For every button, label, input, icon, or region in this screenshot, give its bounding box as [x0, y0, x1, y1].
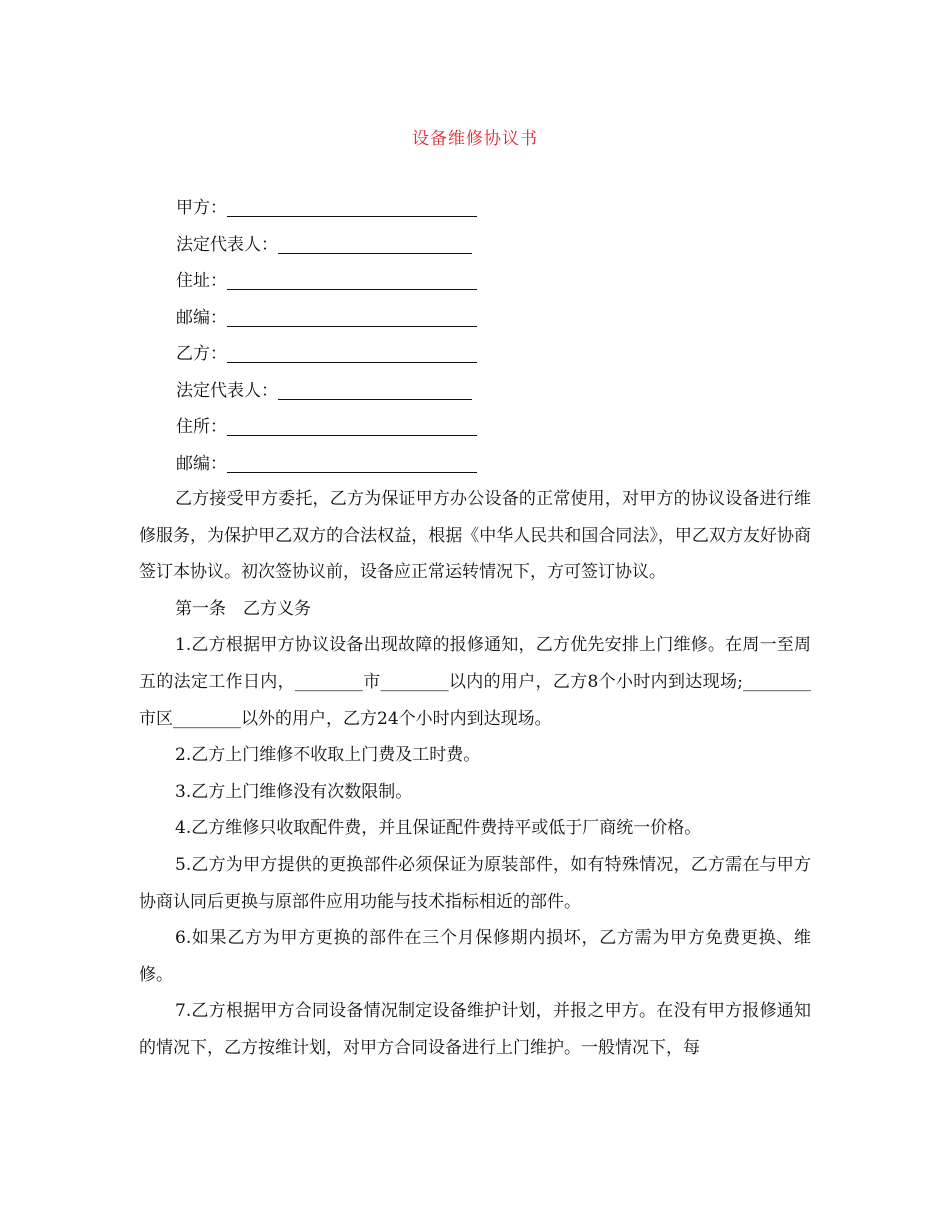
- field-party-a: [176, 196, 496, 233]
- field-label: 法定代表人：: [176, 234, 278, 255]
- field-label: 住址：: [176, 271, 227, 291]
- clause-paragraph: 6.如果乙方为甲方更换的部件在三个月保修期内损坏，乙方需为甲方免费更换、维修。: [139, 928, 811, 985]
- clause-paragraph: 7.乙方根据甲方合同设备情况制定设备维护计划，并报之甲方。在没有甲方报修通知的情况下，乙方按维计划，对甲方合同设备进行上门维护。一般情况下，每: [139, 1001, 811, 1058]
- article-heading: 第一条 乙方义务: [175, 598, 311, 619]
- field-label: 邮编：: [176, 307, 227, 328]
- preamble-paragraph: 乙方接受甲方委托，乙方为保证甲方办公设备的正常使用，对甲方的协议设备进行维修服务，为保护甲乙双方的合法权益，根据《中华人民共和国合同法》，甲乙双方友好协商签订本协议。初次签协议前，设备应正常运转情况下，方可签订协议。: [139, 489, 811, 583]
- agreement-body: [139, 481, 811, 1067]
- clause-paragraph: 1.乙方根据甲方协议设备出现故障的报修通知，乙方优先安排上门维修。在周一至周五的法定工作日内，________市________以内的用户，乙方8个小时内到达现场;________市区________以外的用户，乙方24个小时内到达现场。: [139, 635, 811, 729]
- field-party-a-address: [176, 269, 496, 306]
- party-info-fields: [176, 196, 496, 488]
- field-label: 甲方：: [176, 198, 227, 218]
- field-label: 住所：: [176, 417, 227, 437]
- clause-paragraph: 3.乙方上门维修没有次数限制。: [175, 781, 413, 802]
- blank-line: [278, 379, 472, 400]
- field-party-a-postcode: [176, 306, 496, 343]
- clause-paragraph: 5.乙方为甲方提供的更换部件必须保证为原装部件，如有特殊情况，乙方需在与甲方协商认同后更换与原部件应用功能与技术指标相近的部件。: [139, 854, 811, 912]
- clause-paragraph: 4.乙方维修只收取配件费，并且保证配件费持平或低于厂商统一价格。: [175, 818, 702, 839]
- field-party-b-residence: [176, 415, 496, 452]
- clause-paragraph: 2.乙方上门维修不收取上门费及工时费。: [175, 745, 481, 766]
- blank-line: [227, 306, 477, 327]
- field-label: 法定代表人：: [176, 380, 278, 401]
- blank-line: [227, 452, 477, 473]
- field-party-a-legal-rep: [176, 233, 496, 270]
- blank-line: [227, 415, 477, 436]
- field-party-b-legal-rep: [176, 379, 496, 416]
- field-label: 乙方：: [176, 344, 227, 364]
- blank-line: [278, 233, 472, 254]
- field-party-b: [176, 342, 496, 379]
- blank-line: [227, 196, 477, 217]
- blank-line: [227, 269, 477, 290]
- blank-line: [227, 342, 477, 363]
- document-title: 设备维修协议书: [412, 129, 538, 149]
- field-label: 邮编：: [176, 453, 227, 474]
